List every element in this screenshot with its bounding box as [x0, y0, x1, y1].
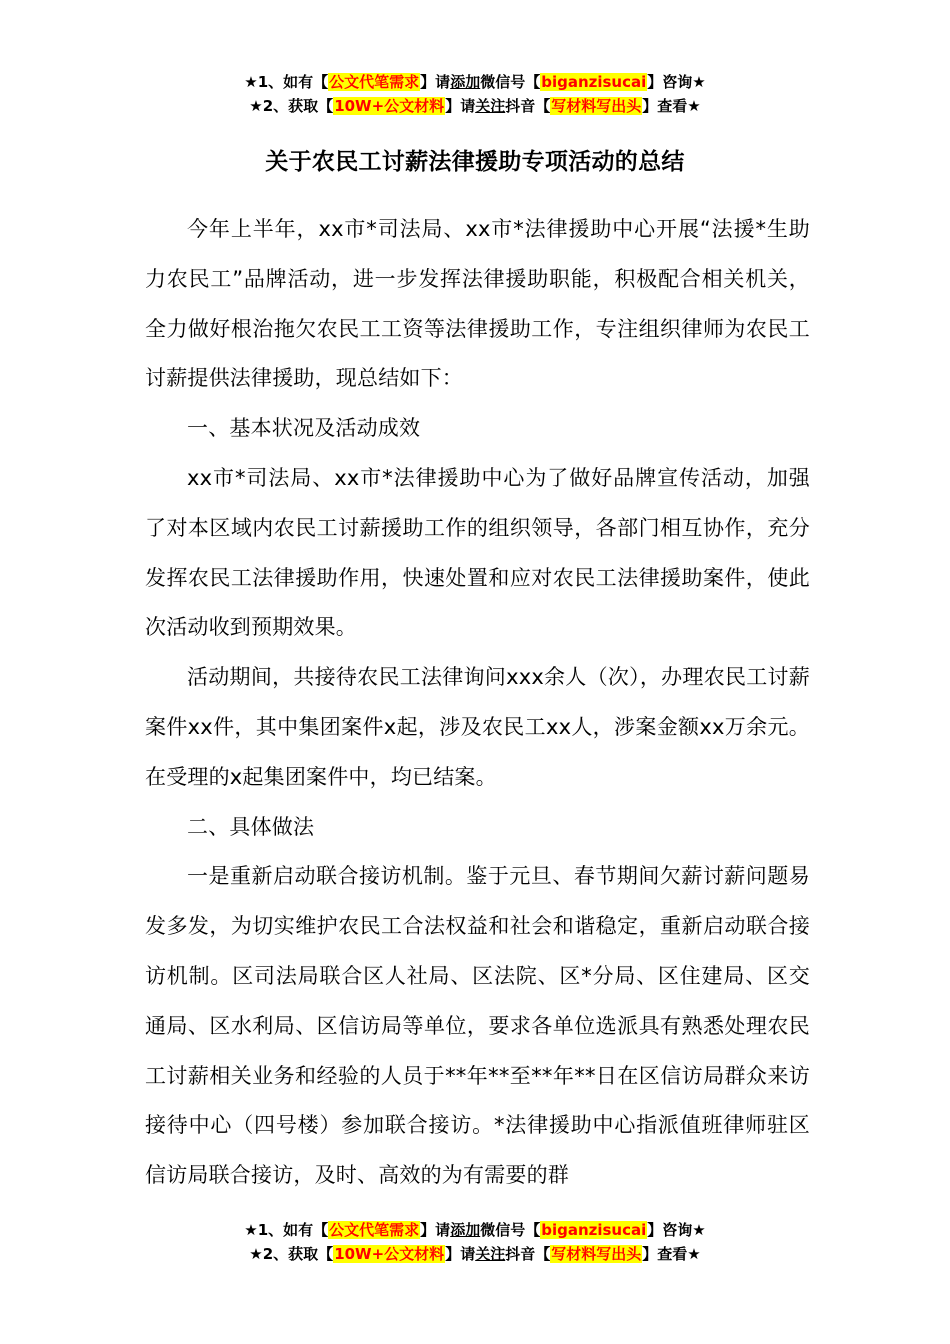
- promo-line-2-underline: 关注: [475, 1245, 506, 1263]
- promo-line-1-suffix: 】咨询★: [647, 73, 706, 91]
- document-title: 关于农民工讨薪法律援助专项活动的总结: [265, 149, 685, 175]
- promo-line-2-prefix: ★2、获取【: [249, 97, 334, 115]
- promo-line-2-suffix: 】查看★: [642, 1245, 701, 1263]
- promo-line-1-highlight-wechat: biganzisucai: [541, 1221, 647, 1239]
- promo-line-2-underline: 关注: [475, 97, 506, 115]
- promo-line-1-mid: 】请: [420, 1221, 451, 1239]
- promo-line-2-highlight-materials: 10W+公文材料: [334, 97, 445, 115]
- promo-line-1: [0, 70, 950, 94]
- promo-banner-top: [0, 70, 950, 118]
- promo-line-1-mid: 】请: [420, 73, 451, 91]
- promo-line-2-suffix: 】查看★: [642, 97, 701, 115]
- paragraph-intro: 今年上半年，xx市*司法局、xx市*法律援助中心开展“法援*生助力农民工”品牌活动，进一步发挥法律援助职能，积极配合相关机关，全力做好根治拖欠农民工工资等法律援助工作，专注组织律师为农民工讨薪提供法律援助，现总结如下：: [145, 217, 810, 391]
- promo-banner-bottom: [0, 1218, 950, 1266]
- promo-line-2-mid: 】请: [445, 97, 476, 115]
- promo-line-2-highlight-materials: 10W+公文材料: [334, 1245, 445, 1263]
- promo-line-1-bottom: [0, 1218, 950, 1242]
- promo-line-1-suffix: 】咨询★: [647, 1221, 706, 1239]
- promo-line-2-mid2: 抖音【: [505, 97, 551, 115]
- promo-line-1-mid2: 微信号【: [480, 1221, 541, 1239]
- promo-line-1-mid2: 微信号【: [480, 73, 541, 91]
- promo-line-1-underline: 添加: [450, 1221, 481, 1239]
- paragraph-joint-reception: 一是重新启动联合接访机制。鉴于元旦、春节期间欠薪讨薪问题易发多发，为切实维护农民工合法权益和社会和谐稳定，重新启动联合接访机制。区司法局联合区人社局、区法院、区*分局、区住建局、区交通局、区水利局、区信访局等单位，要求各单位选派具有熟悉处理农民工讨薪相关业务和经验的人员于**年**至**年**日在区信访局群众来访接待中心（四号楼）参加联合接访。*法律援助中心指派值班律师驻区信访局联合接访，及时、高效的为有需要的群: [145, 864, 810, 1188]
- promo-line-2: [0, 94, 950, 118]
- promo-line-2-bottom: [0, 1242, 950, 1266]
- promo-line-1-highlight-service: 公文代笔需求: [329, 73, 420, 91]
- section-heading-1: 一、基本状况及活动成效: [187, 416, 421, 441]
- promo-line-2-mid2: 抖音【: [505, 1245, 551, 1263]
- document-body: [145, 205, 810, 1201]
- promo-line-1-highlight-wechat: biganzisucai: [541, 73, 647, 91]
- promo-line-1-underline: 添加: [450, 73, 481, 91]
- promo-line-1-prefix: ★1、如有【: [244, 73, 329, 91]
- promo-line-2-highlight-douyin: 写材料写出头: [551, 97, 642, 115]
- promo-line-2-prefix: ★2、获取【: [249, 1245, 334, 1263]
- paragraph-organization: xx市*司法局、xx市*法律援助中心为了做好品牌宣传活动，加强了对本区域内农民工讨薪援助工作的组织领导，各部门相互协作，充分发挥农民工法律援助作用，快速处置和应对农民工法律援助案件，使此次活动收到预期效果。: [145, 465, 810, 640]
- section-heading-2: 二、具体做法: [187, 814, 315, 839]
- promo-line-2-mid: 】请: [445, 1245, 476, 1263]
- promo-line-1-highlight-service: 公文代笔需求: [329, 1221, 420, 1239]
- promo-line-2-highlight-douyin: 写材料写出头: [551, 1245, 642, 1263]
- paragraph-statistics: 活动期间，共接待农民工法律询问xxx余人（次），办理农民工讨薪案件xx件，其中集团案件x起，涉及农民工xx人，涉案金额xx万余元。在受理的x起集团案件中，均已结案。: [145, 665, 810, 789]
- promo-line-1-prefix: ★1、如有【: [244, 1221, 329, 1239]
